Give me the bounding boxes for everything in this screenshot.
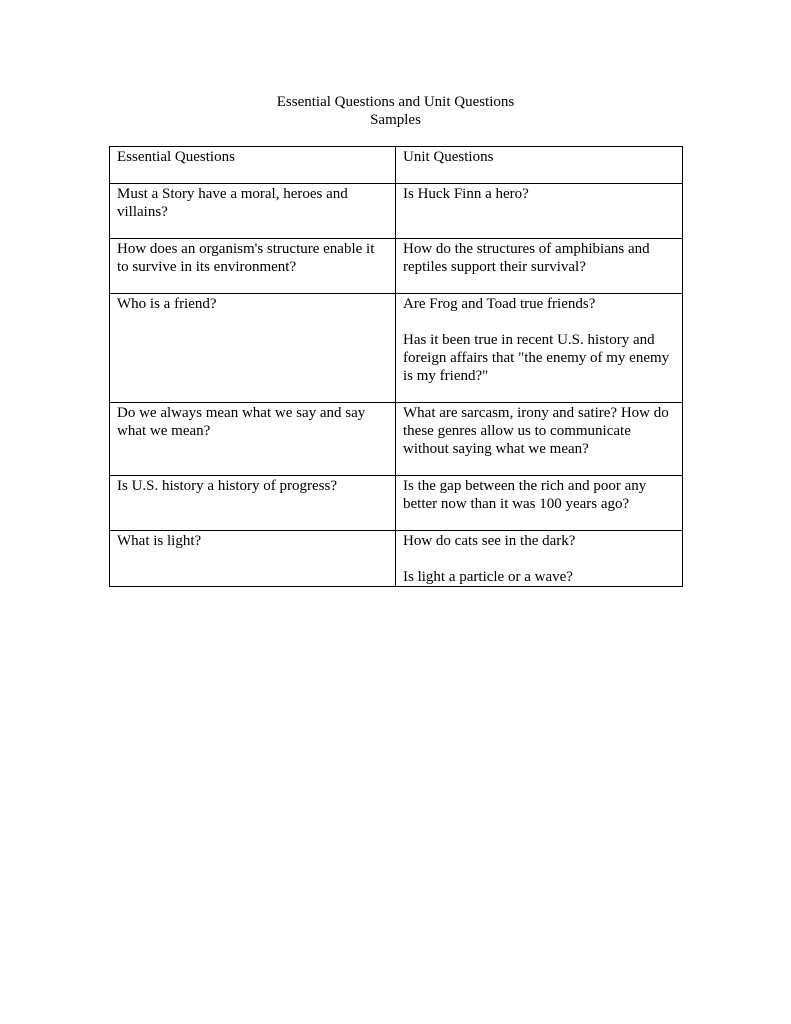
document-subtitle: Samples bbox=[370, 112, 421, 128]
table-header-row bbox=[110, 147, 683, 184]
table-row bbox=[110, 184, 683, 239]
table-row bbox=[110, 239, 683, 294]
unit-question: Has it been true in recent U.S. history and foreign affairs that "the enemy of my enemy is my friend?" bbox=[403, 332, 670, 384]
header-unit-questions: Unit Questions bbox=[396, 147, 683, 184]
unit-question-cell bbox=[396, 184, 683, 239]
unit-question-cell bbox=[396, 531, 683, 587]
unit-question-cell bbox=[396, 294, 683, 403]
unit-question-cell bbox=[396, 476, 683, 531]
document-title: Essential Questions and Unit Questions bbox=[276, 94, 515, 110]
unit-question: Is Huck Finn a hero? bbox=[403, 186, 529, 202]
unit-question: Are Frog and Toad true friends? bbox=[403, 296, 596, 312]
unit-question: Is light a particle or a wave? bbox=[403, 569, 573, 585]
table-row bbox=[110, 294, 683, 403]
table-row bbox=[110, 476, 683, 531]
unit-question: How do the structures of amphibians and reptiles support their survival? bbox=[403, 241, 650, 275]
unit-question-cell bbox=[396, 239, 683, 294]
essential-question-cell: Do we always mean what we say and say what we mean? bbox=[110, 403, 396, 476]
questions-table bbox=[109, 146, 683, 587]
essential-question-cell: Must a Story have a moral, heroes and villains? bbox=[110, 184, 396, 239]
unit-question: How do cats see in the dark? bbox=[403, 533, 576, 549]
header-essential-questions: Essential Questions bbox=[110, 147, 396, 184]
essential-question-cell: What is light? bbox=[110, 531, 396, 587]
unit-question: Is the gap between the rich and poor any better now than it was 100 years ago? bbox=[403, 478, 647, 512]
unit-question-cell bbox=[396, 403, 683, 476]
essential-question-cell: Is U.S. history a history of progress? bbox=[110, 476, 396, 531]
essential-question-cell: Who is a friend? bbox=[110, 294, 396, 403]
table-row bbox=[110, 403, 683, 476]
table-row bbox=[110, 531, 683, 587]
essential-question-cell: How does an organism's structure enable it to survive in its environment? bbox=[110, 239, 396, 294]
unit-question: What are sarcasm, irony and satire? How do these genres allow us to communicate without saying what we mean? bbox=[403, 405, 669, 457]
title-block bbox=[0, 93, 791, 129]
